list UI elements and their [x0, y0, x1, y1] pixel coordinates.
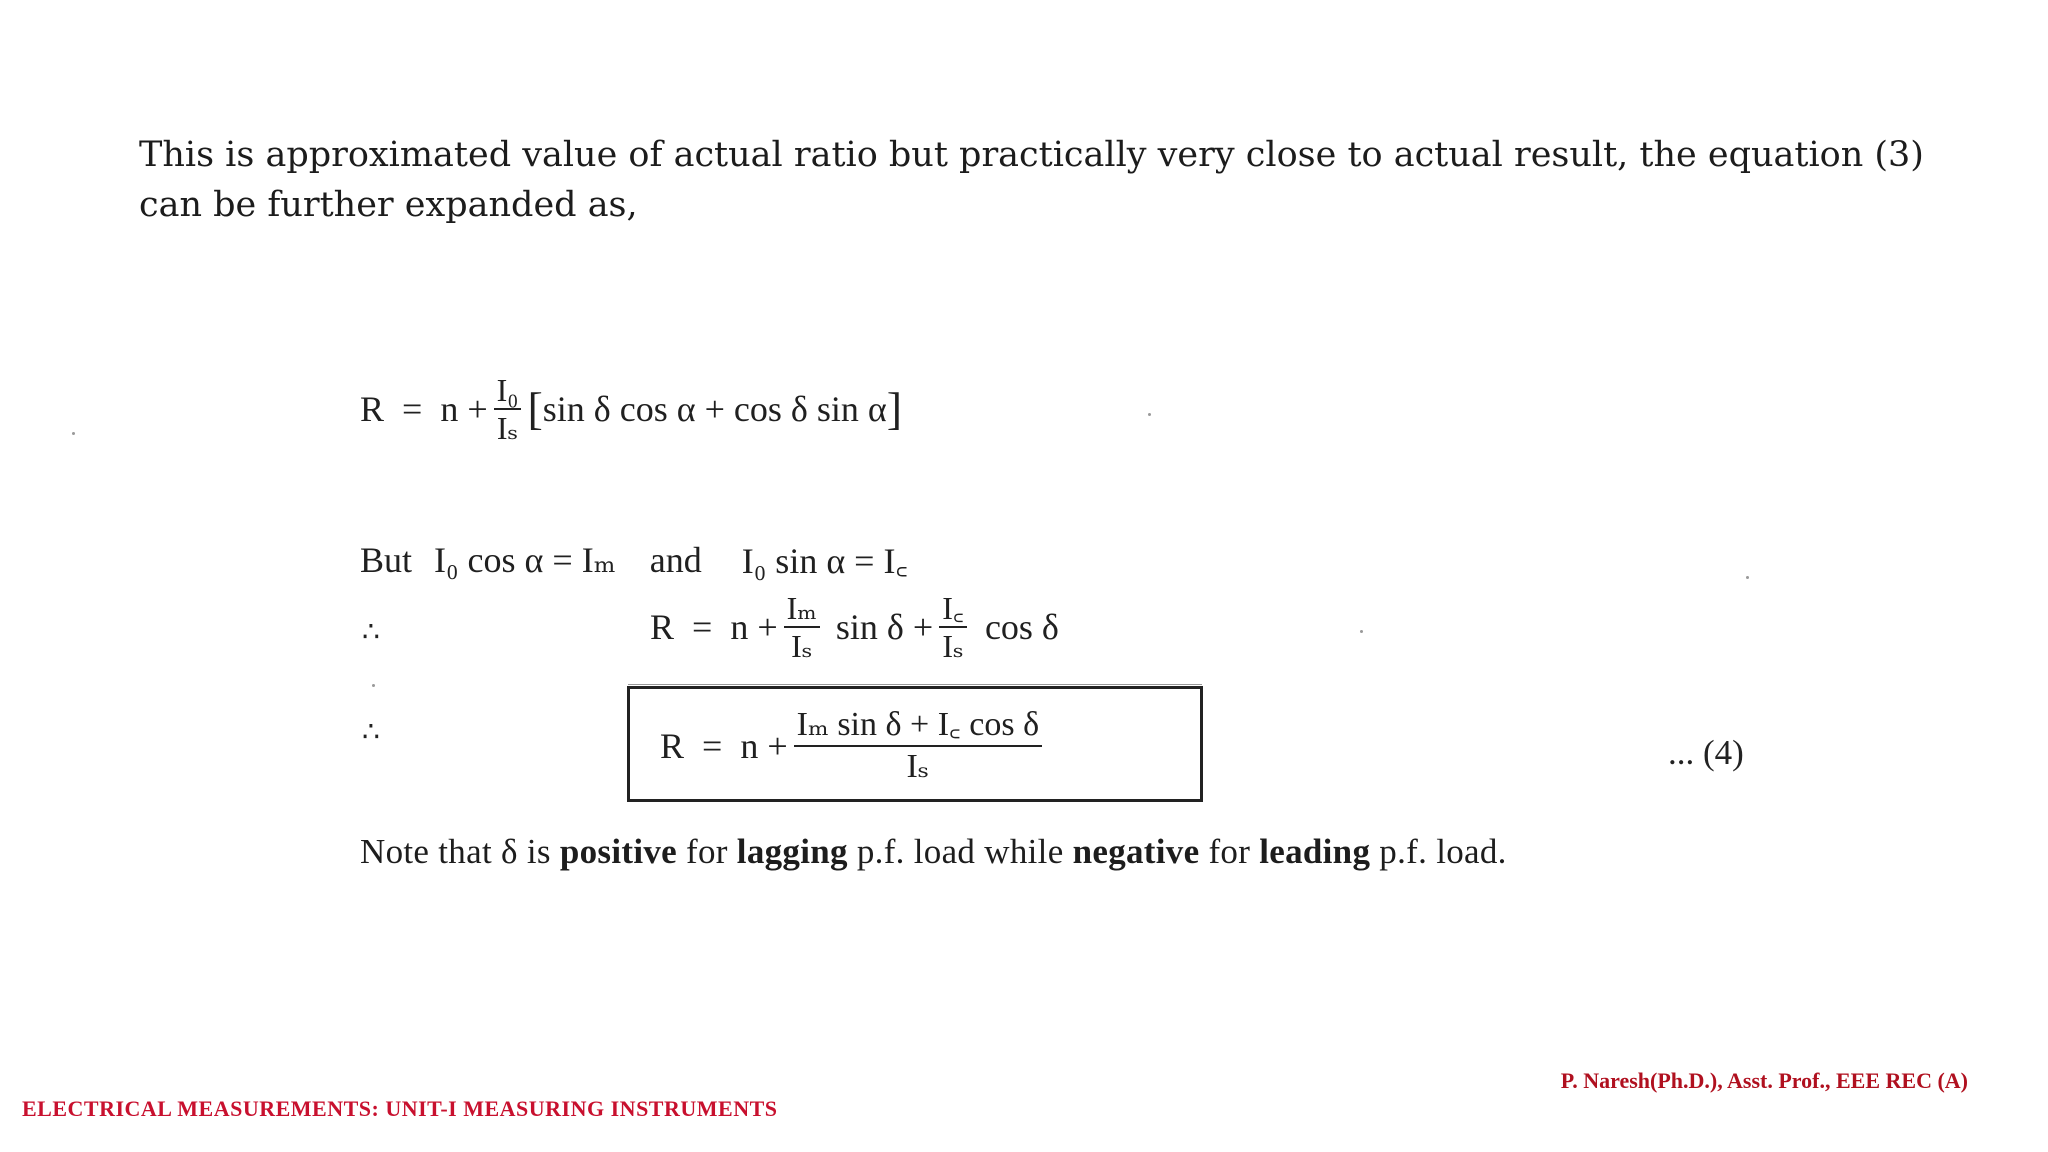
- note-line: [360, 832, 1507, 872]
- eq1-lhs: R: [360, 389, 385, 429]
- note-leading: leading: [1259, 832, 1371, 871]
- eq1-n: n +: [440, 389, 488, 429]
- equation-result: [660, 705, 1048, 787]
- note-lagging: lagging: [736, 832, 848, 871]
- note-part-5: p.f. load.: [1370, 832, 1507, 871]
- eq3-frac-den: Iₛ: [906, 748, 930, 785]
- eq2-term2: cos δ: [984, 607, 1059, 647]
- note-part-3: p.f. load while: [847, 832, 1073, 871]
- substitution-line: [360, 535, 908, 584]
- eq2-frac2-num: I꜀: [939, 590, 967, 628]
- box-top-rule: [628, 684, 1202, 685]
- but-word: But: [360, 539, 413, 580]
- second-substitution: I₀ sin α = I꜀: [741, 541, 908, 581]
- intro-paragraph: This is approximated value of actual ratio but practically very close to actual result, the equation (3) can be further expanded as,: [139, 135, 1924, 225]
- footer-author: P. Naresh(Ph.D.), Asst. Prof., EEE REC (A): [1560, 1068, 1968, 1093]
- scan-speck: [72, 432, 75, 435]
- eq3-frac-num: Iₘ sin δ + I꜀ cos δ: [794, 705, 1042, 747]
- first-substitution: I₀ cos α = Iₘ: [434, 539, 616, 580]
- eq3-fraction: [794, 705, 1042, 787]
- scan-speck: [1746, 576, 1749, 579]
- therefore-symbol-1: ∴: [362, 615, 380, 648]
- note-negative: negative: [1072, 832, 1200, 871]
- scan-speck: [1360, 630, 1363, 633]
- eq1-expression: sin δ cos α + cos δ sin α: [542, 389, 887, 429]
- eq2-n: n +: [730, 607, 778, 647]
- note-part-1: Note that δ is: [360, 832, 560, 871]
- eq2-fraction-1: [784, 590, 820, 664]
- equation-number: ... (4): [1668, 733, 1744, 772]
- eq2-lhs: R: [650, 607, 675, 647]
- eq2-fraction-2: [939, 590, 967, 664]
- note-positive: positive: [559, 832, 677, 871]
- scan-speck: [1148, 413, 1151, 416]
- eq2-frac1-num: Iₘ: [784, 590, 820, 628]
- eq3-n: n +: [740, 726, 788, 766]
- eq1-frac-den: Iₛ: [496, 410, 519, 446]
- eq1-bracket-close: ]: [886, 383, 903, 434]
- eq3-equals: =: [702, 726, 723, 766]
- eq1-equals: =: [402, 389, 423, 429]
- eq2-term1: sin δ +: [835, 607, 934, 647]
- therefore-symbol-2: ∴: [362, 715, 380, 748]
- note-part-2: for: [676, 832, 737, 871]
- footer-course-title: ELECTRICAL MEASUREMENTS: UNIT-I MEASURING INSTRUMENTS: [22, 1096, 778, 1121]
- equation-substituted: [650, 590, 1059, 664]
- eq1-fraction: [494, 372, 522, 446]
- and-word: and: [649, 539, 702, 580]
- eq3-lhs: R: [660, 726, 685, 766]
- eq2-equals: =: [692, 607, 713, 647]
- note-part-4: for: [1199, 832, 1260, 871]
- eq1-frac-num: I₀: [494, 372, 522, 410]
- eq1-bracket-open: [: [527, 383, 543, 434]
- equation-expanded: [360, 372, 902, 446]
- scan-speck: [372, 684, 375, 687]
- eq2-frac1-den: Iₛ: [791, 628, 813, 664]
- eq2-frac2-den: Iₛ: [942, 628, 964, 664]
